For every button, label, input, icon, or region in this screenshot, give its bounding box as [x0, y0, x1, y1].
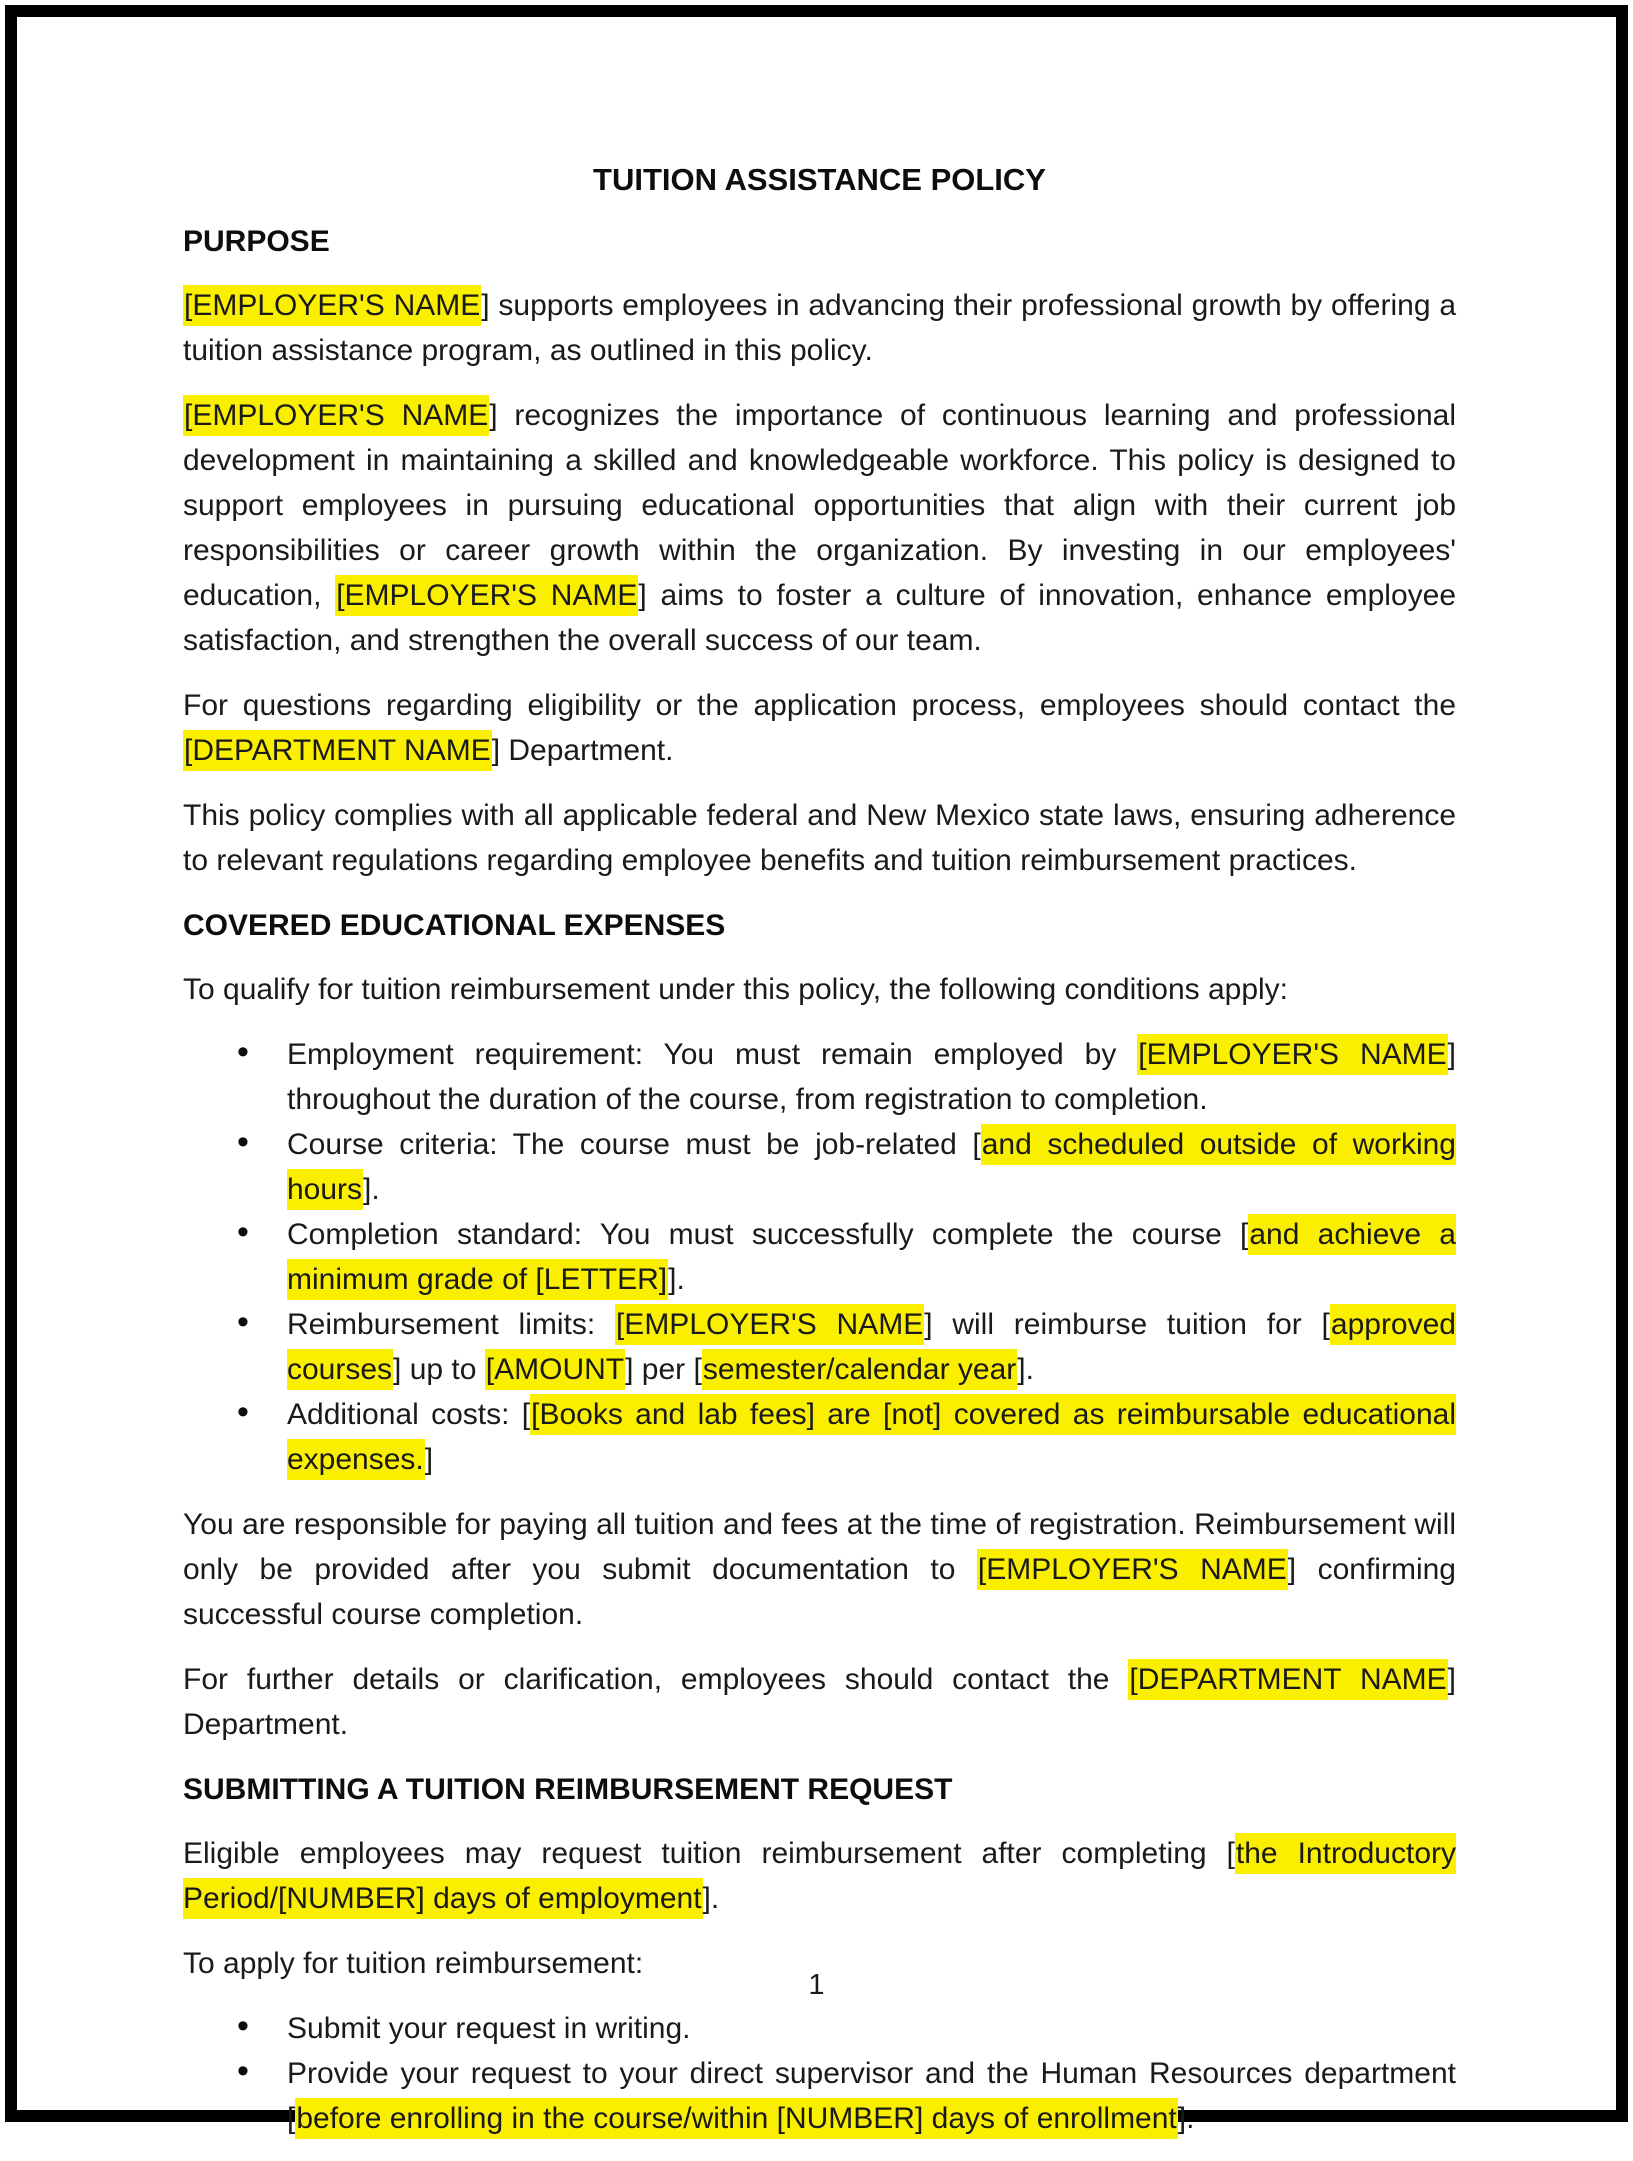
text-run: ].	[702, 1882, 720, 1915]
text-run: PURPOSE	[183, 225, 330, 258]
paragraph	[183, 793, 1456, 883]
text-run: SUBMITTING A TUITION REIMBURSEMENT REQUEST	[183, 1773, 953, 1806]
text-run: Provide your request to your direct supervisor and the Human Resources department [	[287, 2057, 1456, 2135]
text-run: For questions regarding eligibility or the application process, employees should contact the	[183, 689, 1456, 722]
text-run: Completion standard: You must successfully complete the course [	[287, 1218, 1249, 1251]
text-run: This policy complies with all applicable federal and New Mexico state laws, ensuring adherence to relevant regulations regarding employee benefits and tuition reimbursement practices.	[183, 799, 1456, 877]
bullet-list	[183, 2006, 1456, 2141]
bullet-item	[287, 2006, 1456, 2051]
text-run: ] recognizes the importance of continuous learning and professional development in maintaining a skilled and knowledgeable workforce. This policy is designed to support employees in pursuing educational opportunities that align with their current job responsibilities or career growth within the organization. By investing in our employees' education,	[183, 399, 1457, 612]
text-run: You are responsible for paying all tuition and fees at the time of registration. Reimbursement will only be provided after you submit documentation to	[183, 1508, 1456, 1586]
highlighted-placeholder: semester/calendar year	[702, 1349, 1017, 1390]
text-run: ].	[1017, 1353, 1034, 1386]
paragraph	[183, 683, 1456, 773]
text-run: To apply for tuition reimbursement:	[183, 1947, 644, 1980]
paragraph	[183, 283, 1456, 373]
highlighted-placeholder: and achieve a minimum grade of [LETTER]	[287, 1214, 1456, 1300]
text-run: ] throughout the duration of the course, from registration to completion.	[287, 1038, 1457, 1116]
text-run: ] Department.	[491, 734, 674, 767]
page-border-frame	[5, 5, 1628, 2135]
text-run: Eligible employees may request tuition reimbursement after completing [	[183, 1837, 1235, 1870]
document-body	[183, 219, 1456, 2141]
text-run: Submit your request in writing.	[287, 2012, 691, 2045]
text-run: ] aims to foster a culture of innovation, enhance employee satisfaction, and strengthen the overall success of our team.	[183, 579, 1456, 657]
highlighted-placeholder: before enrolling in the course/within [NUMBER] days of enrollment	[295, 2098, 1177, 2139]
page-number: 1	[808, 1969, 825, 2001]
section-heading	[183, 903, 1456, 948]
text-run: For further details or clarification, employees should contact the	[183, 1663, 1129, 1696]
text-run: Course criteria: The course must be job-related [	[287, 1128, 981, 1161]
paragraph	[183, 1502, 1456, 1637]
bullet-item	[287, 1212, 1456, 1302]
paragraph	[183, 967, 1456, 1012]
document-content	[183, 157, 1456, 2161]
text-run: ] per [	[625, 1353, 702, 1386]
text-run: ].	[668, 1263, 685, 1296]
document-title: TUITION ASSISTANCE POLICY	[593, 162, 1046, 197]
paragraph	[183, 1657, 1456, 1747]
bullet-list	[183, 1032, 1456, 1482]
text-run: Additional costs: [	[287, 1398, 531, 1431]
highlighted-placeholder: the Introductory Period/[NUMBER] days of employment	[183, 1833, 1456, 1919]
bullet-item	[287, 1392, 1456, 1482]
text-run: ] up to	[393, 1353, 485, 1386]
section-heading	[183, 219, 1456, 264]
bullet-item	[287, 1032, 1456, 1122]
section-heading	[183, 1767, 1456, 1812]
text-run: ].	[1177, 2102, 1195, 2135]
bullet-item	[287, 1302, 1456, 1392]
highlighted-placeholder: [EMPLOYER'S NAME	[335, 575, 638, 616]
highlighted-placeholder: [DEPARTMENT NAME	[183, 730, 492, 771]
paragraph	[183, 393, 1456, 663]
text-run: ] supports employees in advancing their professional growth by offering a tuition assistance program, as outlined in this policy.	[183, 289, 1457, 367]
text-run: ].	[363, 1173, 380, 1206]
highlighted-placeholder: and scheduled outside of working hours	[287, 1124, 1456, 1210]
text-run: ]	[424, 1443, 434, 1476]
highlighted-placeholder: [AMOUNT	[485, 1349, 625, 1390]
highlighted-placeholder: [EMPLOYER'S NAME	[183, 395, 489, 436]
highlighted-placeholder: approved courses	[287, 1304, 1456, 1390]
bullet-item	[287, 1122, 1456, 1212]
highlighted-placeholder: [EMPLOYER'S NAME	[615, 1304, 924, 1345]
text-run: Reimbursement limits:	[287, 1308, 615, 1341]
highlighted-placeholder: [Books and lab fees] are [not] covered as reimbursable educational expenses.	[287, 1394, 1456, 1480]
highlighted-placeholder: [DEPARTMENT NAME	[1128, 1659, 1447, 1700]
text-run: ] will reimburse tuition for [	[924, 1308, 1330, 1341]
text-run: Employment requirement: You must remain employed by	[287, 1038, 1138, 1071]
text-run: ] Department.	[183, 1663, 1456, 1741]
paragraph	[183, 1831, 1456, 1921]
highlighted-placeholder: [EMPLOYER'S NAME	[977, 1549, 1288, 1590]
highlighted-placeholder: [EMPLOYER'S NAME	[183, 285, 481, 326]
text-run: COVERED EDUCATIONAL EXPENSES	[183, 909, 726, 942]
highlighted-placeholder: [EMPLOYER'S NAME	[1137, 1034, 1447, 1075]
text-run: To qualify for tuition reimbursement under this policy, the following conditions apply:	[183, 973, 1289, 1006]
text-run: ] confirming successful course completion.	[183, 1553, 1456, 1631]
bullet-item	[287, 2051, 1456, 2141]
